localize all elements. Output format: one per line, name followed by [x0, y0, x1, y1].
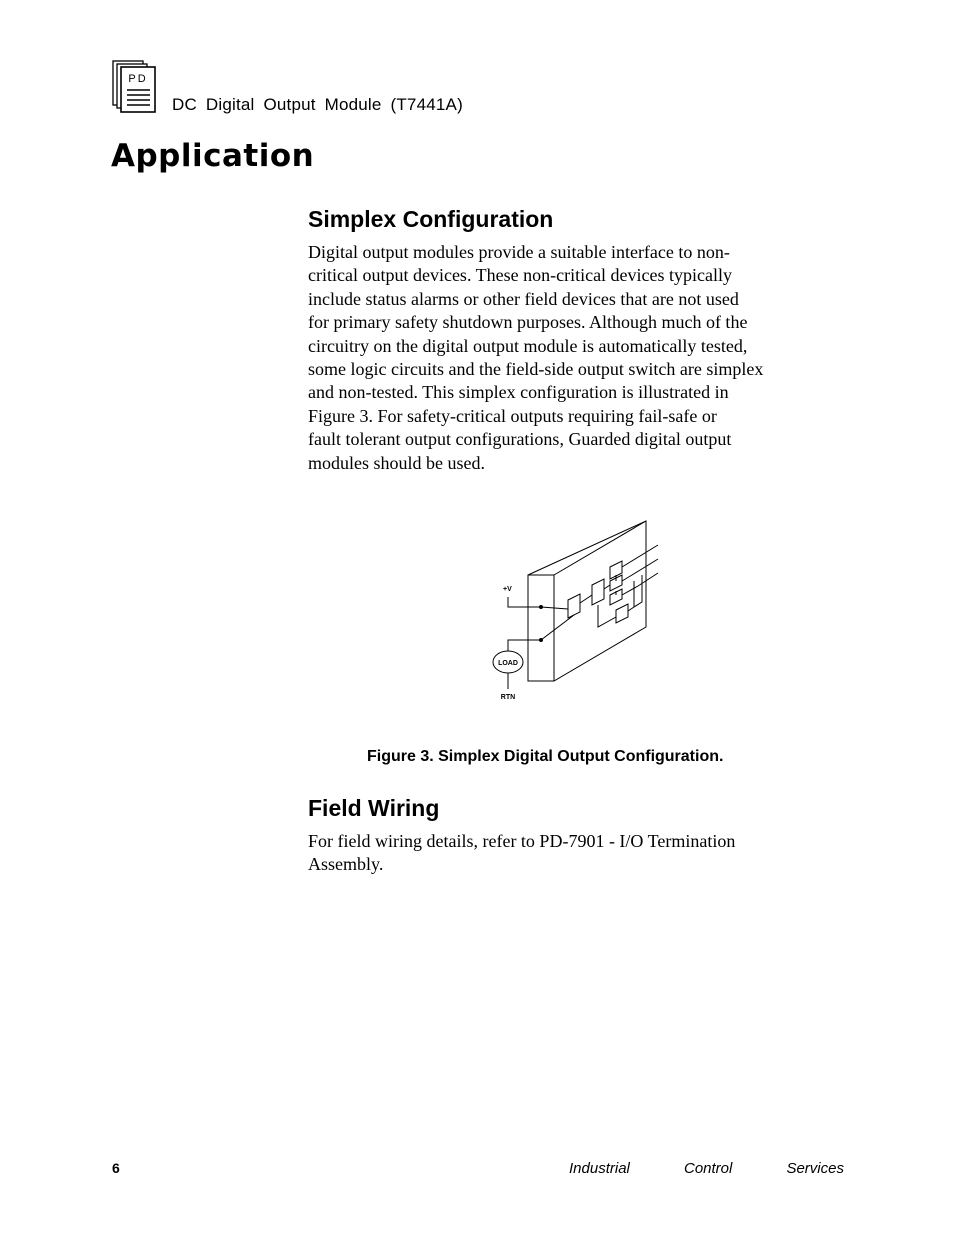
simplex-output-diagram — [488, 515, 668, 710]
field-wiring-section — [308, 792, 848, 877]
footer-company-word: Control — [683, 1160, 733, 1177]
footer-company-word: Industrial — [569, 1160, 630, 1177]
load-label: LOAD — [498, 660, 518, 667]
section-body: For field wiring details, refer to PD-7901 - I/O Termination Assembly. — [308, 831, 736, 875]
pd-logo — [112, 60, 158, 114]
supply-label: +V — [503, 586, 512, 593]
figure-caption: Figure 3. Simplex Digital Output Configuration. — [367, 748, 724, 765]
footer-company — [569, 1160, 844, 1177]
page-number: 6 — [112, 1160, 120, 1176]
page-title: Application — [111, 138, 315, 174]
footer-company-word: Services — [786, 1160, 844, 1177]
module-top-face — [528, 521, 646, 681]
section-heading: Simplex Configuration — [308, 206, 554, 232]
simplex-configuration-section — [308, 203, 848, 475]
return-label: RTN — [500, 694, 516, 701]
document-title: DC Digital Output Module (T7441A) — [172, 95, 463, 114]
pd-logo-text: PD — [128, 73, 148, 85]
section-body: Digital output modules provide a suitable interface to non- critical output devices. These non-critical devices typically include status alarms or other field devices that are not used for primary safety shutdown purposes. Although much of the circuitry on the digital output module is automatically tested, some logic circuits and the field-side output switch are simplex and non-tested. This simplex configuration is illustrated in Figure 3. For safety-critical outputs requiring fail-safe or fault tolerant output configurations, Guarded digital output modules should be used. — [308, 242, 764, 473]
section-heading: Field Wiring — [308, 795, 440, 821]
